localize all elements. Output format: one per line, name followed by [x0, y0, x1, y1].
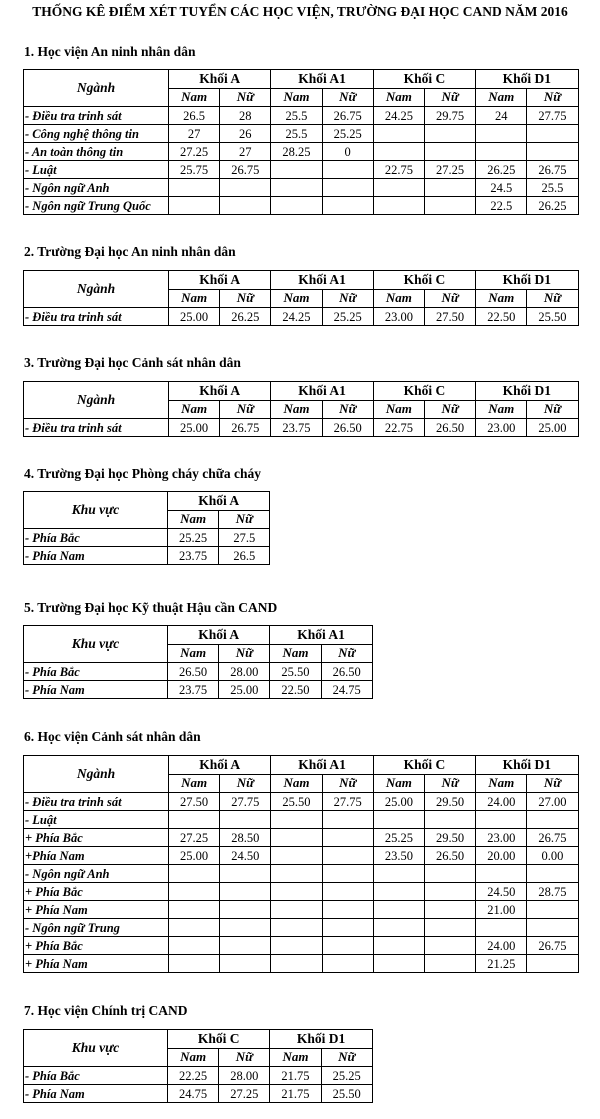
score-cell: 26.50: [424, 419, 475, 437]
row-label: - Phía Nam: [24, 547, 168, 565]
score-cell: [322, 811, 373, 829]
score-cell: 24.00: [476, 793, 527, 811]
block-header: Khối A: [168, 492, 270, 511]
male-header: Nam: [168, 510, 219, 529]
male-header: Nam: [476, 88, 527, 107]
score-cell: [476, 143, 527, 161]
female-header: Nữ: [220, 88, 271, 107]
score-cell: [271, 829, 322, 847]
score-cell: [271, 161, 322, 179]
male-header: Nam: [271, 400, 322, 419]
female-header: Nữ: [322, 289, 373, 308]
score-cell: 29.75: [424, 107, 475, 125]
score-cell: [373, 179, 424, 197]
row-header: Khu vực: [24, 492, 168, 529]
table-row: [24, 793, 579, 811]
male-header: Nam: [169, 88, 220, 107]
score-cell: 24.25: [373, 107, 424, 125]
row-label: + Phía Bắc: [24, 829, 169, 847]
score-cell: [169, 811, 220, 829]
score-cell: 26.75: [220, 161, 271, 179]
score-cell: [527, 811, 578, 829]
row-label: - Phía Bắc: [24, 663, 168, 681]
female-header: Nữ: [322, 88, 373, 107]
score-cell: 28.00: [219, 663, 270, 681]
block-header: Khối A1: [270, 626, 372, 645]
score-cell: 26.75: [527, 829, 578, 847]
block-header: Khối D1: [476, 70, 578, 89]
score-cell: 23.00: [476, 829, 527, 847]
male-header: Nam: [270, 1048, 321, 1067]
score-cell: 23.75: [168, 547, 219, 565]
score-cell: [424, 811, 475, 829]
score-cell: [424, 125, 475, 143]
female-header: Nữ: [527, 289, 578, 308]
score-cell: 21.75: [270, 1067, 321, 1085]
male-header: Nam: [373, 400, 424, 419]
female-header: Nữ: [322, 774, 373, 793]
female-header: Nữ: [424, 88, 475, 107]
row-label: + Phía Nam: [24, 955, 169, 973]
score-cell: [271, 811, 322, 829]
score-cell: [476, 125, 527, 143]
score-cell: [220, 901, 271, 919]
block-header: Khối C: [373, 271, 475, 290]
score-cell: [527, 143, 578, 161]
score-cell: [373, 937, 424, 955]
female-header: Nữ: [220, 400, 271, 419]
section-title: 7. Học viện Chính trị CAND: [24, 1003, 188, 1018]
score-cell: 27.25: [424, 161, 475, 179]
score-cell: 22.50: [476, 308, 527, 326]
score-cell: [476, 919, 527, 937]
score-cell: [373, 883, 424, 901]
score-cell: [271, 847, 322, 865]
score-cell: 0: [322, 143, 373, 161]
score-cell: 28.75: [527, 883, 578, 901]
female-header: Nữ: [424, 289, 475, 308]
table-row: [24, 663, 373, 681]
score-cell: 20.00: [476, 847, 527, 865]
score-table: [23, 625, 373, 699]
section-title: 4. Trường Đại học Phòng cháy chữa cháy: [24, 466, 261, 481]
table-row: [24, 919, 579, 937]
block-header: Khối C: [168, 1030, 270, 1049]
score-cell: 25.25: [321, 1067, 372, 1085]
score-cell: 28.00: [219, 1067, 270, 1085]
score-cell: [373, 955, 424, 973]
row-label: - Phía Bắc: [24, 529, 168, 547]
page-title: THỐNG KÊ ĐIỂM XÉT TUYỂN CÁC HỌC VIỆN, TRƯỜNG ĐẠI HỌC CAND NĂM 2016: [32, 4, 568, 19]
score-cell: 25.25: [168, 529, 219, 547]
score-cell: 23.50: [373, 847, 424, 865]
score-cell: 27.25: [169, 829, 220, 847]
row-label: + Phía Bắc: [24, 937, 169, 955]
score-cell: [220, 811, 271, 829]
score-cell: [220, 937, 271, 955]
row-label: - Ngôn ngữ Trung Quốc: [24, 197, 169, 215]
female-header: Nữ: [220, 289, 271, 308]
score-cell: [527, 955, 578, 973]
score-cell: 24.5: [476, 179, 527, 197]
male-header: Nam: [373, 289, 424, 308]
score-cell: 25.5: [271, 107, 322, 125]
block-header: Khối D1: [476, 382, 578, 401]
score-cell: [424, 919, 475, 937]
table-row: [24, 161, 579, 179]
score-cell: 25.25: [373, 829, 424, 847]
female-header: Nữ: [219, 510, 270, 529]
score-cell: 23.75: [271, 419, 322, 437]
block-header: Khối C: [373, 70, 475, 89]
score-cell: [271, 179, 322, 197]
section-title: 3. Trường Đại học Cảnh sát nhân dân: [24, 355, 241, 370]
block-header: Khối A1: [271, 756, 373, 775]
score-cell: 27.00: [527, 793, 578, 811]
score-cell: 26.50: [424, 847, 475, 865]
score-cell: [476, 811, 527, 829]
table-row: [24, 547, 270, 565]
score-cell: 28.25: [271, 143, 322, 161]
row-label: - Điều tra trinh sát: [24, 308, 169, 326]
block-header: Khối D1: [476, 756, 578, 775]
score-cell: 27: [220, 143, 271, 161]
score-cell: 24.75: [168, 1085, 219, 1103]
male-header: Nam: [476, 289, 527, 308]
score-cell: 29.50: [424, 793, 475, 811]
block-header: Khối A1: [271, 70, 373, 89]
score-cell: 25.00: [169, 308, 220, 326]
score-cell: 27: [169, 125, 220, 143]
score-cell: [322, 883, 373, 901]
score-cell: [220, 955, 271, 973]
score-cell: 27.75: [220, 793, 271, 811]
score-table: [23, 381, 579, 437]
score-cell: [220, 919, 271, 937]
score-cell: [322, 197, 373, 215]
score-cell: 26.75: [322, 107, 373, 125]
score-cell: 25.50: [271, 793, 322, 811]
score-cell: [220, 179, 271, 197]
row-label: - An toàn thông tin: [24, 143, 169, 161]
male-header: Nam: [476, 774, 527, 793]
score-cell: [424, 865, 475, 883]
section-title: 5. Trường Đại học Kỹ thuật Hậu cần CAND: [24, 600, 278, 615]
male-header: Nam: [168, 644, 219, 663]
row-label: - Phía Nam: [24, 681, 168, 699]
score-cell: 21.00: [476, 901, 527, 919]
score-cell: [527, 901, 578, 919]
table-row: [24, 883, 579, 901]
table-row: [24, 197, 579, 215]
table-row: [24, 1085, 373, 1103]
score-cell: [169, 955, 220, 973]
score-cell: [271, 865, 322, 883]
score-cell: 23.00: [476, 419, 527, 437]
block-header: Khối A: [169, 756, 271, 775]
section-title: 2. Trường Đại học An ninh nhân dân: [24, 244, 236, 259]
table-row: [24, 955, 579, 973]
score-cell: [322, 829, 373, 847]
section-title: 1. Học viện An ninh nhân dân: [24, 44, 196, 59]
score-cell: 26.75: [527, 161, 578, 179]
score-cell: 24.50: [220, 847, 271, 865]
female-header: Nữ: [219, 1048, 270, 1067]
score-cell: 25.5: [527, 179, 578, 197]
table-row: [24, 937, 579, 955]
score-cell: 23.00: [373, 308, 424, 326]
female-header: Nữ: [424, 774, 475, 793]
score-cell: [271, 883, 322, 901]
table-row: [24, 143, 579, 161]
score-cell: 26.50: [321, 663, 372, 681]
score-cell: 28: [220, 107, 271, 125]
female-header: Nữ: [220, 774, 271, 793]
block-header: Khối A: [168, 626, 270, 645]
score-cell: 26.50: [322, 419, 373, 437]
score-cell: 26.25: [476, 161, 527, 179]
score-cell: [271, 919, 322, 937]
score-cell: 26.75: [220, 419, 271, 437]
block-header: Khối A1: [271, 382, 373, 401]
block-header: Khối A: [169, 271, 271, 290]
table-row: [24, 847, 579, 865]
score-cell: 25.00: [373, 793, 424, 811]
score-cell: 26: [220, 125, 271, 143]
row-label: - Luật: [24, 811, 169, 829]
score-cell: 22.50: [270, 681, 321, 699]
score-cell: [322, 865, 373, 883]
score-cell: [373, 865, 424, 883]
row-header: Ngành: [24, 271, 169, 308]
block-header: Khối A: [169, 382, 271, 401]
score-cell: [322, 919, 373, 937]
score-cell: [527, 125, 578, 143]
score-cell: 26.25: [527, 197, 578, 215]
score-cell: 22.5: [476, 197, 527, 215]
score-cell: 27.25: [219, 1085, 270, 1103]
row-label: - Điều tra trinh sát: [24, 793, 169, 811]
score-cell: 27.5: [219, 529, 270, 547]
score-table: [23, 755, 579, 973]
score-cell: [373, 811, 424, 829]
score-cell: 25.00: [219, 681, 270, 699]
row-header: Ngành: [24, 382, 169, 419]
score-cell: [322, 847, 373, 865]
score-cell: [271, 901, 322, 919]
section-title: 6. Học viện Cảnh sát nhân dân: [24, 729, 201, 744]
score-cell: [424, 197, 475, 215]
score-table: [23, 1029, 373, 1103]
score-cell: [169, 179, 220, 197]
score-cell: 25.00: [527, 419, 578, 437]
female-header: Nữ: [219, 644, 270, 663]
score-cell: 24: [476, 107, 527, 125]
score-cell: 28.50: [220, 829, 271, 847]
score-cell: [373, 143, 424, 161]
table-row: [24, 179, 579, 197]
score-cell: [271, 937, 322, 955]
female-header: Nữ: [322, 400, 373, 419]
score-cell: [373, 197, 424, 215]
score-cell: 26.75: [527, 937, 578, 955]
score-cell: 25.75: [169, 161, 220, 179]
score-cell: 26.25: [220, 308, 271, 326]
table-row: [24, 529, 270, 547]
row-label: - Luật: [24, 161, 169, 179]
score-cell: 25.50: [527, 308, 578, 326]
male-header: Nam: [169, 289, 220, 308]
score-cell: 24.50: [476, 883, 527, 901]
score-cell: 26.5: [219, 547, 270, 565]
score-cell: [169, 919, 220, 937]
male-header: Nam: [271, 774, 322, 793]
score-cell: 27.50: [424, 308, 475, 326]
score-cell: [169, 865, 220, 883]
row-label: - Ngôn ngữ Trung: [24, 919, 169, 937]
row-label: - Điều tra trinh sát: [24, 107, 169, 125]
score-cell: [424, 937, 475, 955]
score-cell: [322, 955, 373, 973]
table-row: [24, 829, 579, 847]
score-cell: 23.75: [168, 681, 219, 699]
table-row: [24, 901, 579, 919]
score-cell: 26.5: [169, 107, 220, 125]
score-cell: 22.25: [168, 1067, 219, 1085]
score-cell: [169, 901, 220, 919]
score-cell: 21.25: [476, 955, 527, 973]
score-cell: 27.75: [527, 107, 578, 125]
score-cell: 25.50: [270, 663, 321, 681]
row-label: - Công nghệ thông tin: [24, 125, 169, 143]
row-label: +Phía Nam: [24, 847, 169, 865]
female-header: Nữ: [527, 400, 578, 419]
row-header: Khu vực: [24, 1030, 168, 1067]
score-cell: [424, 901, 475, 919]
score-cell: [424, 955, 475, 973]
male-header: Nam: [271, 289, 322, 308]
female-header: Nữ: [321, 1048, 372, 1067]
score-cell: 22.75: [373, 161, 424, 179]
male-header: Nam: [476, 400, 527, 419]
score-cell: [322, 901, 373, 919]
male-header: Nam: [168, 1048, 219, 1067]
table-row: [24, 811, 579, 829]
score-cell: 21.75: [270, 1085, 321, 1103]
block-header: Khối D1: [476, 271, 578, 290]
score-cell: 29.50: [424, 829, 475, 847]
score-cell: [527, 919, 578, 937]
male-header: Nam: [271, 88, 322, 107]
block-header: Khối D1: [270, 1030, 372, 1049]
row-label: + Phía Nam: [24, 901, 169, 919]
table-row: [24, 1067, 373, 1085]
score-cell: 25.25: [322, 308, 373, 326]
table-row: [24, 308, 579, 326]
male-header: Nam: [373, 774, 424, 793]
score-cell: [220, 865, 271, 883]
row-label: - Ngôn ngữ Anh: [24, 179, 169, 197]
score-cell: 24.25: [271, 308, 322, 326]
table-row: [24, 107, 579, 125]
row-label: - Điều tra trinh sát: [24, 419, 169, 437]
score-cell: [424, 883, 475, 901]
row-label: - Ngôn ngữ Anh: [24, 865, 169, 883]
row-label: - Phía Nam: [24, 1085, 168, 1103]
score-table: [23, 69, 579, 215]
female-header: Nữ: [321, 644, 372, 663]
score-cell: [322, 161, 373, 179]
score-cell: [271, 955, 322, 973]
row-header: Ngành: [24, 70, 169, 107]
block-header: Khối C: [373, 382, 475, 401]
male-header: Nam: [169, 400, 220, 419]
score-table: [23, 270, 579, 326]
score-cell: 27.25: [169, 143, 220, 161]
score-table: [23, 491, 270, 565]
row-header: Ngành: [24, 756, 169, 793]
male-header: Nam: [373, 88, 424, 107]
score-cell: [220, 883, 271, 901]
score-cell: [169, 883, 220, 901]
row-label: - Phía Bắc: [24, 1067, 168, 1085]
score-cell: [220, 197, 271, 215]
row-label: + Phía Bắc: [24, 883, 169, 901]
table-row: [24, 865, 579, 883]
score-cell: 25.25: [322, 125, 373, 143]
score-cell: [373, 125, 424, 143]
score-cell: 24.00: [476, 937, 527, 955]
score-cell: 27.50: [169, 793, 220, 811]
score-cell: 25.00: [169, 419, 220, 437]
score-cell: 26.50: [168, 663, 219, 681]
score-cell: [527, 865, 578, 883]
score-cell: 25.00: [169, 847, 220, 865]
score-cell: [169, 937, 220, 955]
female-header: Nữ: [527, 774, 578, 793]
female-header: Nữ: [527, 88, 578, 107]
table-row: [24, 681, 373, 699]
score-cell: [322, 937, 373, 955]
score-cell: 27.75: [322, 793, 373, 811]
table-row: [24, 125, 579, 143]
block-header: Khối A1: [271, 271, 373, 290]
male-header: Nam: [270, 644, 321, 663]
score-cell: [476, 865, 527, 883]
row-header: Khu vực: [24, 626, 168, 663]
female-header: Nữ: [424, 400, 475, 419]
score-cell: 25.5: [271, 125, 322, 143]
score-cell: [322, 179, 373, 197]
score-cell: [373, 919, 424, 937]
score-cell: 0.00: [527, 847, 578, 865]
score-cell: [373, 901, 424, 919]
score-cell: [424, 143, 475, 161]
male-header: Nam: [169, 774, 220, 793]
score-cell: 24.75: [321, 681, 372, 699]
score-cell: 25.50: [321, 1085, 372, 1103]
score-cell: [271, 197, 322, 215]
table-row: [24, 419, 579, 437]
score-cell: 22.75: [373, 419, 424, 437]
score-cell: [169, 197, 220, 215]
block-header: Khối C: [373, 756, 475, 775]
score-cell: [424, 179, 475, 197]
block-header: Khối A: [169, 70, 271, 89]
